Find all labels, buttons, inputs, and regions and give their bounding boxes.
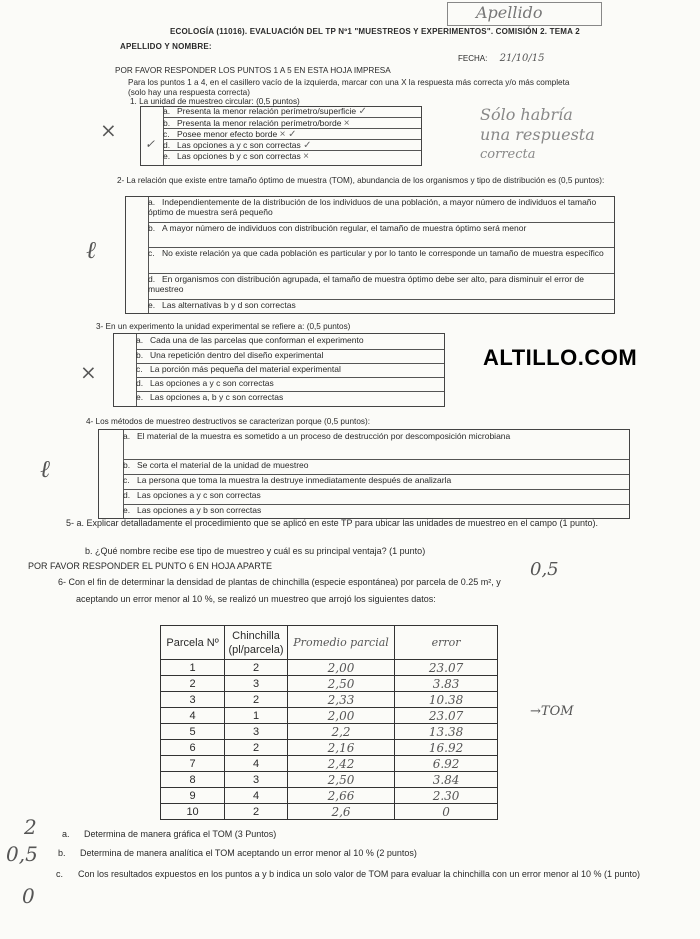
altillo-watermark: ALTILLO.COM (483, 345, 638, 370)
q3-option-c[interactable]: c. La porción más pequeña del material experimental (136, 363, 444, 375)
tom-arrow: →TOM (530, 704, 574, 719)
q3-option-b[interactable]: b. Una repetición dentro del diseño experimental (136, 349, 444, 361)
cell-chinchilla: 2 (225, 660, 288, 676)
cell-parcela: 5 (161, 724, 225, 740)
cell-chinchilla: 2 (225, 692, 288, 708)
q4-option-a[interactable]: a. El material de la muestra es sometido a un proceso de destrucción por descomposición microbiana (123, 431, 511, 441)
cell-parcela: 1 (161, 660, 225, 676)
q5-b: b. ¿Qué nombre recibe ese tipo de muestreo y cuál es su principal ventaja? (1 punto) (85, 546, 426, 556)
cell-error: 3.84 (395, 772, 498, 788)
cell-error: 23.07 (395, 708, 498, 724)
q5-a: 5- a. Explicar detalladamente el procedimiento que se aplicó en este TP para ubicar las unidades de muestreo en el campo (1 punto). (66, 518, 598, 528)
q1-left-mark: × (100, 118, 117, 142)
table-row (161, 676, 498, 692)
cell-error: 10.38 (395, 692, 498, 708)
part-a: a. Determina de manera gráfica el TOM (3 Puntos) (62, 829, 277, 839)
cell-parcela: 6 (161, 740, 225, 756)
cell-promedio: 2,00 (287, 660, 394, 676)
q5-score: 0,5 (530, 559, 559, 580)
fecha-label: FECHA: (458, 54, 488, 63)
cell-promedio: 2,6 (287, 804, 394, 820)
q4-option-c[interactable]: c. La persona que toma la muestra la destruye inmediatamente después de analizarla (123, 474, 629, 486)
cell-error: 13.38 (395, 724, 498, 740)
cell-error: 23.07 (395, 660, 498, 676)
q1-options-box (140, 106, 422, 166)
cell-error: 6.92 (395, 756, 498, 772)
q2-title: 2- La relación que existe entre tamaño óptimo de muestra (TOM), abundancia de los organismos y tipo de distribución es (0,5 puntos): (117, 176, 605, 185)
col-parcela: Parcela Nº (161, 626, 225, 660)
q4-title: 4- Los métodos de muestreo destructivos se caracterizan porque (0,5 puntos): (86, 417, 370, 426)
part-c-score: 0 (22, 884, 35, 908)
table-row (161, 708, 498, 724)
q2-left-mark: ℓ (86, 236, 96, 264)
apellido-label: APELLIDO Y NOMBRE: (120, 42, 212, 51)
q1-option-d[interactable]: d. Las opciones a y c son correctas ✓ (163, 139, 421, 151)
table-row (161, 756, 498, 772)
part-c: c. Con los resultados expuestos en los puntos a y b indica un solo valor de TOM para evaluar la chinchilla con un error menor al 10 % (1 punto) (56, 869, 640, 879)
cell-promedio: 2,66 (287, 788, 394, 804)
table-row (161, 788, 498, 804)
cell-promedio: 2,16 (287, 740, 394, 756)
q2-option-b[interactable]: b. A mayor número de individuos con distribución regular, el tamaño de muestra óptimo será menor (148, 222, 614, 233)
q6-text-2: aceptando un error menor al 10 %, se realizó un muestreo que arrojó los siguientes datos: (76, 594, 436, 604)
cell-parcela: 9 (161, 788, 225, 804)
col-chinchilla: Chinchilla (pl/parcela) (225, 626, 288, 660)
col-error: error (395, 626, 498, 660)
fecha (458, 53, 545, 64)
table-row (161, 772, 498, 788)
q6-text-1: 6- Con el fin de determinar la densidad de plantas de chinchilla (especie espontánea) por parcela de 0.25 m², y (58, 577, 501, 587)
data-table (160, 625, 498, 820)
cell-chinchilla: 4 (225, 788, 288, 804)
fecha-value: 21/10/15 (499, 53, 545, 64)
cell-promedio: 2,50 (287, 676, 394, 692)
page-title: ECOLOGÍA (11016). EVALUACIÓN DEL TP Nº1 "MUESTREOS Y EXPERIMENTOS". COMISIÓN 2. TEMA 2 (170, 27, 580, 36)
q3-option-a[interactable]: a. Cada una de las parcelas que conforman el experimento (136, 335, 364, 345)
cell-parcela: 2 (161, 676, 225, 692)
name-box (447, 2, 602, 26)
q2-option-a[interactable]: a. Independientemente de la distribución de los individuos de una población, a mayor número de individuos el tamaño óptimo de muestra será pequeño (148, 197, 597, 217)
cell-error: 3.83 (395, 676, 498, 692)
q1-check-mark: ✓ (145, 137, 156, 151)
q2-option-e[interactable]: e. Las alternativas b y d son correctas (148, 299, 614, 311)
cell-parcela: 4 (161, 708, 225, 724)
cell-error: 16.92 (395, 740, 498, 756)
cell-error: 2.30 (395, 788, 498, 804)
q3-option-e[interactable]: e. Las opciones a, b y c son correctas (136, 391, 444, 403)
instruction-2: Para los puntos 1 a 4, en el casillero vacío de la izquierda, marcar con una X la respuesta más correcta y/o más completa (128, 78, 570, 87)
cell-chinchilla: 2 (225, 740, 288, 756)
cell-chinchilla: 3 (225, 772, 288, 788)
cell-chinchilla: 2 (225, 804, 288, 820)
q3-left-mark: × (80, 360, 97, 384)
part-b: b. Determina de manera analítica el TOM aceptando un error menor al 10 % (2 puntos) (58, 848, 417, 858)
q1-option-c[interactable]: c. Posee menor efecto borde × ✓ (163, 128, 421, 140)
col-promedio: Promedio parcial (287, 626, 394, 660)
q3-option-d[interactable]: d. Las opciones a y c son correctas (136, 377, 444, 389)
cell-error: 0 (395, 804, 498, 820)
cell-chinchilla: 3 (225, 724, 288, 740)
table-row (161, 724, 498, 740)
cell-chinchilla: 4 (225, 756, 288, 772)
part-b-score: 0,5 (6, 842, 38, 866)
q1-option-a[interactable]: a. Presenta la menor relación perímetro/superficie ✓ (163, 106, 367, 117)
cell-promedio: 2,2 (287, 724, 394, 740)
part-a-score: 2 (24, 815, 37, 839)
cell-chinchilla: 3 (225, 676, 288, 692)
cell-promedio: 2,00 (287, 708, 394, 724)
q1-title: 1. La unidad de muestreo circular: (0,5 puntos) (130, 97, 300, 106)
cell-promedio: 2,50 (287, 772, 394, 788)
q4-option-b[interactable]: b. Se corta el material de la unidad de muestreo (123, 459, 629, 471)
q4-left-mark: ℓ (40, 455, 50, 483)
cell-promedio: 2,33 (287, 692, 394, 708)
q2-options-box (125, 196, 615, 314)
q4-option-d[interactable]: d. Las opciones a y c son correctas (123, 489, 629, 501)
instruction-1: POR FAVOR RESPONDER LOS PUNTOS 1 A 5 EN ESTA HOJA IMPRESA (115, 66, 391, 75)
table-row (161, 740, 498, 756)
q2-option-d[interactable]: d. En organismos con distribución agrupada, el tamaño de muestra óptimo debe ser alto, para disminuir el error de muestreo (148, 273, 614, 294)
q3-options-box (113, 333, 445, 407)
instruction-3: (solo hay una respuesta correcta) (128, 88, 250, 97)
cell-parcela: 8 (161, 772, 225, 788)
table-row (161, 692, 498, 708)
q1-option-e[interactable]: e. Las opciones b y c son correctas × (163, 150, 421, 162)
q6-note: POR FAVOR RESPONDER EL PUNTO 6 EN HOJA APARTE (28, 561, 273, 571)
cell-parcela: 3 (161, 692, 225, 708)
q1-option-b[interactable]: b. Presenta la menor relación perímetro/borde × (163, 117, 421, 129)
q2-option-c[interactable]: c. No existe relación ya que cada población es particular y por lo tanto le corresponde un tamaño de muestra específico (148, 247, 614, 258)
cell-parcela: 10 (161, 804, 225, 820)
table-row (161, 804, 498, 820)
cell-promedio: 2,42 (287, 756, 394, 772)
q4-option-e[interactable]: e. Las opciones a y b son correctas (123, 504, 629, 516)
table-row (161, 660, 498, 676)
q4-options-box (98, 429, 630, 519)
q1-note: Sólo habría una respuesta correcta (480, 105, 595, 162)
q3-title: 3- En un experimento la unidad experimental se refiere a: (0,5 puntos) (96, 322, 351, 331)
cell-parcela: 7 (161, 756, 225, 772)
cell-chinchilla: 1 (225, 708, 288, 724)
top-name: Apellido (476, 3, 543, 22)
